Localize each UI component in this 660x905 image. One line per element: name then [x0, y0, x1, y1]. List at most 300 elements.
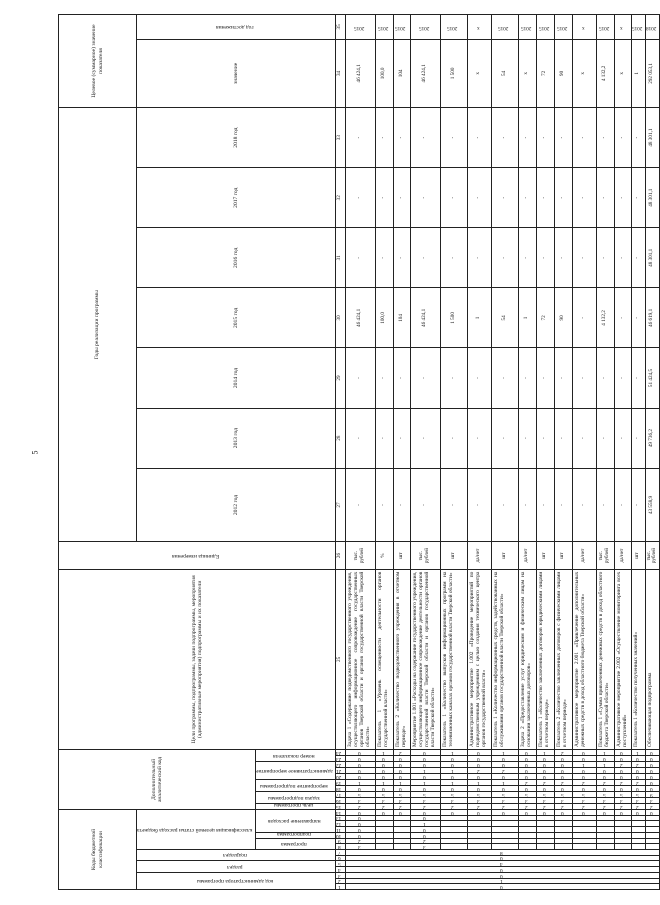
final-year-text: 2015	[418, 24, 429, 31]
final-value: x	[572, 39, 596, 107]
year-value-2014: -	[410, 348, 440, 408]
csr-digit	[614, 809, 631, 815]
csr-digit-text: 0	[451, 809, 454, 816]
dop-code-digit-text: 3	[581, 797, 585, 804]
dop-code-digit	[393, 797, 410, 803]
csr-digit	[572, 832, 596, 838]
csr-digit	[393, 809, 410, 815]
dop-code-digit-text: 0	[635, 785, 639, 792]
table-row	[536, 15, 554, 890]
dop-code-digit	[614, 797, 631, 803]
dop-code-digit-text: 0	[381, 774, 385, 781]
dop-code-digit-text: 2	[581, 803, 585, 810]
csr-digit	[614, 832, 631, 838]
csr-digit	[631, 809, 645, 815]
dop-code-digit-text: 0	[502, 785, 505, 792]
dop-code-digit	[645, 786, 659, 792]
year-value-2015: 72	[536, 288, 554, 348]
dop-code-digit	[518, 756, 536, 762]
year-value-2017: -	[410, 168, 440, 228]
final-value: 100,0	[375, 39, 393, 107]
dop-code-digit-text: 3	[476, 797, 480, 804]
csr-digit-text: 0	[542, 809, 546, 816]
dop-code-digit	[631, 797, 645, 803]
row-unit: шт	[393, 542, 410, 569]
csr-digit	[554, 809, 572, 815]
dop-code-digit-text: 1	[451, 780, 454, 786]
final-year-text: 2015	[353, 24, 364, 31]
csr-digit	[467, 821, 491, 827]
dop-code-digit	[518, 774, 536, 780]
dop-code-digit-text: 3	[560, 797, 564, 804]
year-value-2016: -	[596, 228, 614, 288]
year-value-2013: -	[375, 408, 393, 468]
dop-code-digit-text: 2	[542, 803, 546, 810]
csr-digit	[645, 844, 659, 850]
final-year-text: 2015	[377, 24, 388, 31]
dop-code-digit	[345, 786, 375, 792]
csr-digit	[518, 838, 536, 844]
csr-digit	[393, 827, 410, 833]
final-year	[614, 15, 631, 40]
dop-code-digit	[614, 756, 631, 762]
csr-digit	[536, 809, 554, 815]
csr-group-header: классификация целевой статьи расхода бюджета	[137, 809, 256, 849]
dop-code-digit	[536, 786, 554, 792]
dop-code-digit-text: 0	[602, 774, 606, 781]
csr-digit	[440, 832, 467, 838]
dop-code-digit-text: 5	[560, 791, 564, 798]
razdel-code-digit	[345, 861, 659, 867]
dop-code-digit	[645, 756, 659, 762]
razdel-code-digit-text: 0	[499, 866, 503, 873]
dop-code-digit	[467, 756, 491, 762]
dop-code-digit-text: 1	[476, 780, 480, 786]
csr-digit-text: 0	[357, 809, 361, 816]
csr-digit	[345, 815, 375, 821]
dop-code-digit-text: 0	[635, 756, 639, 763]
csr-digit-text: 0	[649, 809, 653, 816]
row-name: Задача 1 «Содержание подведомственного государственного учреждения, осуществляющего информационное сопровождение государственных органов Тверской области и органов государственной власти Тверской области»	[345, 569, 375, 749]
dop-code-digit-text: 0	[357, 762, 361, 769]
table-row	[440, 15, 467, 890]
year-value-2016: 48 301,1	[645, 228, 659, 288]
csr-digit	[554, 844, 572, 850]
column-number-text: 5	[337, 861, 341, 868]
final-year	[393, 15, 410, 40]
year-value-2014: -	[345, 348, 375, 408]
podprogramma-header: подпрограмма	[255, 832, 335, 838]
final-value: 292 053,1	[645, 39, 659, 107]
csr-digit	[467, 815, 491, 821]
dop-code-digit	[345, 768, 375, 774]
year-value-2014: 51 424,5	[645, 348, 659, 408]
dop-code-digit	[554, 786, 572, 792]
year-value-2013: 49 736,2	[645, 408, 659, 468]
csr-digit-text: 2	[422, 838, 426, 845]
column-number-text: 23	[336, 756, 342, 763]
final-year	[345, 15, 375, 40]
dop-code-digit-text: 0	[602, 768, 606, 775]
year-value-2012: -	[614, 468, 631, 542]
dop-code-digit	[345, 803, 375, 809]
year-value-2015: -	[614, 288, 631, 348]
dop-code-digit-text: 0	[620, 750, 623, 757]
column-number-text: 3	[337, 872, 341, 879]
dop-code-digit	[554, 768, 572, 774]
year-value-2012: -	[631, 468, 645, 542]
napr-rash-header: направление расходов	[255, 809, 335, 832]
row-name: Показатель 2 «Количество подведомственного учреждения в отчетном периоде»	[393, 569, 410, 749]
csr-digit-text: 0	[357, 821, 361, 828]
csr-digit	[491, 838, 518, 844]
admin-code-header: код администратора программы	[137, 872, 336, 889]
dop-code-digit-text: 0	[381, 756, 385, 763]
dop-code-digit-text: 0	[399, 762, 402, 769]
csr-digit	[645, 827, 659, 833]
year-value-2013: -	[410, 408, 440, 468]
csr-digit	[440, 815, 467, 821]
dop-code-digit-text: 0	[422, 750, 426, 757]
year-value-2015: 90	[554, 288, 572, 348]
dop-code-digit-text: 2	[602, 803, 606, 810]
row-name: Показатель 1 «Количество информационных средств, задействованных на обслуживании органов государственной власти Тверской области»	[491, 569, 518, 749]
dop-code-digit-text: 0	[476, 762, 480, 769]
year-value-2017: -	[596, 168, 614, 228]
dop-code-digit	[596, 780, 614, 786]
dop-code-digit	[440, 756, 467, 762]
dop-code-digit	[645, 749, 659, 755]
dop-code-digit	[410, 780, 440, 786]
year-value-2018: -	[554, 108, 572, 168]
dop-code-digit	[554, 762, 572, 768]
year-value-2014: -	[440, 348, 467, 408]
cel-programmy-header: цель программы	[255, 803, 335, 809]
dop-code-digit	[410, 749, 440, 755]
column-number: 30	[335, 288, 345, 348]
year-value-2017: -	[614, 168, 631, 228]
csr-digit	[375, 809, 393, 815]
column-number	[335, 797, 345, 803]
dop-code-digit-text: 2	[476, 803, 480, 810]
dop-code-digit	[491, 749, 518, 755]
year-value-2012: -	[572, 468, 596, 542]
year-value-2018: -	[440, 108, 467, 168]
dop-code-digit-text: 0	[602, 756, 606, 763]
year-2016-header: 2016 год	[137, 228, 336, 288]
dop-code-digit	[596, 791, 614, 797]
dop-code-digit	[631, 749, 645, 755]
admin-code-digit	[345, 884, 659, 890]
year-value-2014: -	[572, 348, 596, 408]
csr-digit	[375, 832, 393, 838]
dop-code-digit	[440, 803, 467, 809]
dop-code-digit	[440, 791, 467, 797]
column-number	[335, 749, 345, 755]
dop-code-digit-text: 0	[357, 785, 361, 792]
dop-code-digit-text: 0	[451, 774, 454, 781]
year-value-2014: -	[631, 348, 645, 408]
dop-code-digit-text: 0	[620, 785, 623, 792]
dop-code-digit-text: 0	[649, 785, 653, 792]
row-unit: тыс. рублей	[410, 542, 440, 569]
year-value-2016: -	[393, 228, 410, 288]
dop-code-digit	[375, 768, 393, 774]
csr-digit	[631, 838, 645, 844]
year-value-2013: -	[536, 408, 554, 468]
dop-code-digit-text: 2	[581, 780, 585, 786]
column-number	[335, 844, 345, 850]
row-unit: шт	[631, 542, 645, 569]
table-row	[645, 15, 659, 890]
dop-code-digit	[596, 762, 614, 768]
year-value-2013: -	[518, 408, 536, 468]
dop-code-digit-text: 5	[620, 791, 623, 798]
table-row	[345, 15, 375, 890]
csr-digit	[375, 844, 393, 850]
dop-code-digit-text: 0	[542, 762, 546, 769]
year-value-2017: -	[375, 168, 393, 228]
dop-code-digit-text: 1	[451, 750, 454, 757]
dop-code-group-header: Дополнительный аналитический код	[59, 749, 256, 809]
csr-digit	[440, 809, 467, 815]
dop-code-digit-text: 0	[357, 756, 361, 763]
csr-digit	[536, 815, 554, 821]
column-number	[335, 832, 345, 838]
year-value-2012: 43 558,9	[645, 468, 659, 542]
dop-code-digit	[596, 768, 614, 774]
dop-code-digit-text: 0	[399, 785, 402, 792]
dop-code-digit	[467, 762, 491, 768]
year-value-2016: -	[375, 228, 393, 288]
year-value-2017: -	[440, 168, 467, 228]
dop-code-digit	[614, 762, 631, 768]
csr-digit	[345, 809, 375, 815]
dop-code-digit	[614, 791, 631, 797]
final-year-text: 2015	[447, 24, 458, 31]
meropr-header: мероприятие подпрограммы	[255, 780, 335, 792]
csr-digit	[518, 844, 536, 850]
dop-code-digit-text: 3	[620, 797, 623, 804]
dop-code-digit	[614, 774, 631, 780]
final-year	[645, 15, 659, 40]
column-number-text: 9	[337, 838, 341, 845]
year-value-2016: -	[467, 228, 491, 288]
dop-code-digit	[614, 768, 631, 774]
dop-code-digit	[491, 780, 518, 786]
admin-code-digit-text: 0	[499, 884, 503, 890]
program-table	[58, 14, 660, 890]
final-year	[631, 15, 645, 40]
dop-code-digit	[518, 797, 536, 803]
unit-column-header: Единица измерения	[59, 542, 336, 569]
dop-code-digit	[375, 762, 393, 768]
column-number: 25	[335, 569, 345, 749]
csr-digit	[572, 809, 596, 815]
dop-code-digit-text: 1	[581, 762, 585, 769]
csr-digit	[518, 821, 536, 827]
column-number-text: 8	[337, 843, 341, 850]
column-number	[335, 791, 345, 797]
csr-digit	[410, 809, 440, 815]
dop-code-digit-text: 2	[357, 803, 361, 810]
dop-code-digit-text: 0	[542, 774, 546, 781]
dop-code-digit-text: 0	[620, 756, 623, 763]
csr-digit	[614, 815, 631, 821]
dop-code-digit	[440, 768, 467, 774]
dop-code-digit-text: 3	[399, 797, 402, 804]
csr-digit	[596, 844, 614, 850]
podrazdel-code-digit	[345, 849, 659, 855]
year-value-2017: -	[491, 168, 518, 228]
year-value-2015: 1	[467, 288, 491, 348]
final-year-text: x	[581, 24, 585, 31]
final-value: 4 132,2	[596, 39, 614, 107]
final-value: 90	[554, 39, 572, 107]
dop-code-digit	[631, 762, 645, 768]
csr-digit-text: 0	[357, 826, 361, 833]
csr-digit	[596, 815, 614, 821]
podrazdel-header: подраздел	[137, 849, 336, 860]
final-value: 54	[491, 39, 518, 107]
dop-code-digit	[410, 797, 440, 803]
dop-code-digit-text: 2	[381, 803, 385, 810]
dop-code-digit-text: 0	[476, 774, 480, 781]
row-name: Показатель 2 «Количество заключенных договоров с физическими лицами в отчетном периоде»	[554, 569, 572, 749]
year-value-2012: -	[491, 468, 518, 542]
dop-code-digit-text: 0	[620, 768, 623, 775]
dop-code-digit	[536, 762, 554, 768]
dop-code-digit	[467, 768, 491, 774]
podrazdel-code-digit	[345, 855, 659, 861]
dop-code-digit	[596, 797, 614, 803]
year-value-2016: -	[440, 228, 467, 288]
dop-code-digit	[554, 797, 572, 803]
dop-code-digit	[518, 803, 536, 809]
dop-code-digit	[375, 749, 393, 755]
admin-code-digit-text: 1	[499, 878, 503, 885]
year-value-2012: -	[393, 468, 410, 542]
dop-code-digit-text: 5	[502, 791, 505, 798]
column-number-text: 20	[336, 774, 342, 781]
year-value-2014: -	[554, 348, 572, 408]
dop-code-digit	[572, 756, 596, 762]
table-row	[614, 15, 631, 890]
final-year	[410, 15, 440, 40]
dop-code-digit	[375, 791, 393, 797]
dop-code-digit	[536, 780, 554, 786]
final-year	[536, 15, 554, 40]
column-number-row	[335, 15, 345, 890]
dop-code-digit-text: 2	[524, 780, 528, 786]
dop-code-digit-text: 1	[451, 768, 454, 775]
dop-code-digit-text: 0	[542, 756, 546, 763]
csr-digit-text: 0	[357, 815, 361, 822]
csr-digit	[345, 844, 375, 850]
column-number: 32	[335, 168, 345, 228]
dop-code-digit	[631, 786, 645, 792]
final-year	[375, 15, 393, 40]
year-value-2018: -	[410, 108, 440, 168]
csr-digit	[467, 809, 491, 815]
csr-digit	[375, 815, 393, 821]
column-number-text: 21	[336, 768, 342, 775]
year-value-2017: -	[518, 168, 536, 228]
dop-code-digit	[345, 774, 375, 780]
year-value-2014: -	[536, 348, 554, 408]
year-value-2018: -	[518, 108, 536, 168]
final-group-header: Целевое (суммарное) значение показателя	[59, 15, 137, 108]
dop-code-digit	[572, 749, 596, 755]
dop-code-digit-text: 0	[381, 768, 385, 775]
final-year-text: 2015	[598, 24, 609, 31]
dop-code-digit-text: 5	[476, 791, 480, 798]
dop-code-digit-text: 0	[476, 785, 480, 792]
dop-code-digit-text: 5	[635, 791, 639, 798]
dop-code-digit-text: 0	[422, 756, 426, 763]
dop-code-digit	[536, 756, 554, 762]
csr-digit	[554, 821, 572, 827]
csr-digit	[572, 838, 596, 844]
dop-code-digit-text: 1	[381, 750, 385, 757]
csr-digit	[572, 844, 596, 850]
dop-code-digit-text: 1	[399, 780, 402, 786]
dop-code-digit	[467, 797, 491, 803]
csr-digit	[393, 844, 410, 850]
year-2012-header: 2012 год	[137, 468, 336, 542]
dop-code-digit-text: 2	[542, 780, 546, 786]
row-name: Показатель 1 «Количество полученных значений»	[631, 569, 645, 749]
dop-code-digit	[375, 786, 393, 792]
dop-code-digit	[410, 756, 440, 762]
dop-code-digit-text: 3	[524, 797, 528, 804]
dop-code-digit	[572, 762, 596, 768]
csr-digit	[440, 827, 467, 833]
csr-digit-text: 2	[357, 838, 361, 845]
dop-code-digit-text: 1	[502, 780, 505, 786]
razdel-code-digit-text: 4	[499, 861, 503, 868]
dop-code-digit	[345, 756, 375, 762]
year-value-2016: -	[410, 228, 440, 288]
column-number-text: 19	[336, 780, 342, 786]
year-value-2013: -	[554, 408, 572, 468]
dop-code-digit	[645, 803, 659, 809]
year-value-2016: -	[491, 228, 518, 288]
csr-digit	[467, 832, 491, 838]
year-value-2018: -	[393, 108, 410, 168]
dop-code-digit	[554, 749, 572, 755]
csr-digit	[536, 827, 554, 833]
dop-code-digit	[536, 803, 554, 809]
column-number	[335, 809, 345, 815]
dop-code-digit-text: 0	[451, 756, 454, 763]
row-unit: шт	[536, 542, 554, 569]
dop-code-digit-text: 0	[357, 750, 361, 757]
final-year	[440, 15, 467, 40]
column-number: 29	[335, 348, 345, 408]
dop-code-digit	[645, 762, 659, 768]
dop-code-digit	[345, 797, 375, 803]
csr-digit	[491, 821, 518, 827]
dop-code-digit	[410, 791, 440, 797]
column-number-text: 22	[336, 762, 342, 769]
year-value-2013: -	[345, 408, 375, 468]
table-row	[410, 15, 440, 890]
final-value: x	[614, 39, 631, 107]
final-year-text: 2015	[631, 24, 642, 31]
final-value-header: значение	[137, 39, 336, 107]
year-value-2014: -	[375, 348, 393, 408]
